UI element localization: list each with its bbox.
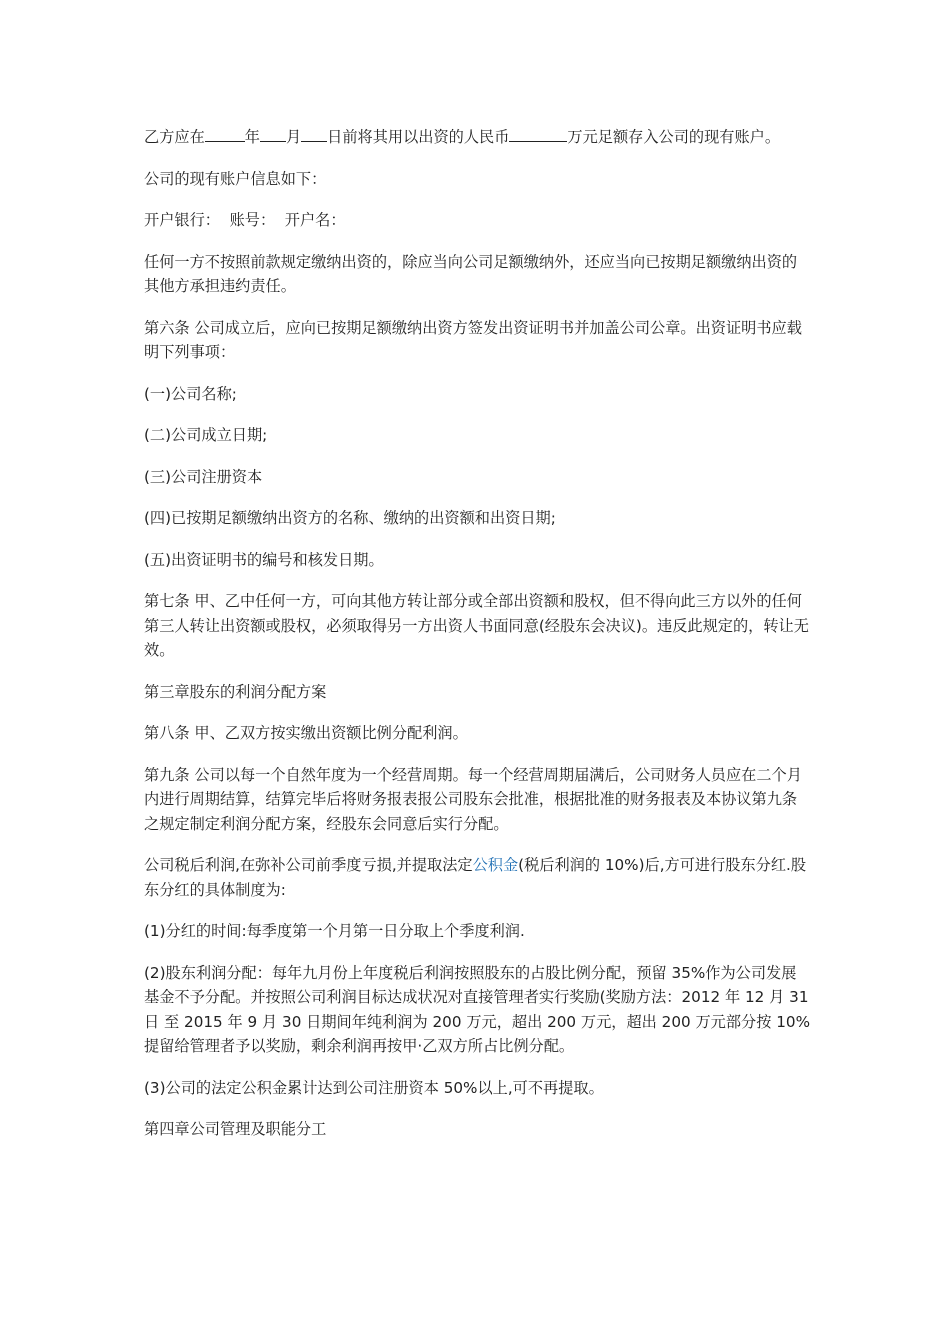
list-item: (1)分红的时间:每季度第一个月第一日分取上个季度利润. [144, 922, 525, 940]
blank-month [260, 126, 286, 142]
chapter-heading-three: 第三章股东的利润分配方案 [144, 682, 327, 701]
blank-amount [509, 126, 567, 142]
text-segment: 乙方应在 [144, 128, 205, 146]
text-segment: 公司税后利润,在弥补公司前季度亏损,并提取法定 [144, 856, 473, 874]
list-item: (五)出资证明书的编号和核发日期。 [144, 550, 384, 569]
paragraph-dividend-policy [144, 853, 810, 902]
article-nine: 第九条 公司以每一个自然年度为一个经营周期。每一个经营周期届满后，公司财务人员应在二个月内进行周期结算，结算完毕后将财务报表报公司股东会批准，根据批准的财务报表及本协议第九条之规定制定利润分配方案，经股东会同意后实行分配。 [144, 765, 802, 833]
text-segment: 月 [285, 128, 302, 146]
chapter-heading-four: 第四章公司管理及职能分工 [144, 1120, 327, 1138]
list-item: (三)公司注册资本 [144, 467, 263, 486]
blank-year [205, 126, 245, 142]
text-segment: (税后利润的 10%)后,方可进行股东分红.股东分红的具体制度为: [144, 856, 807, 899]
paragraph-deposit-deadline [144, 125, 810, 150]
text-segment: 年 [244, 128, 260, 146]
paragraph-account-info: 公司的现有账户信息如下： [144, 169, 327, 188]
document-body [144, 125, 810, 1159]
list-item: (二)公司成立日期; [144, 426, 268, 444]
list-item: (一)公司名称; [144, 384, 237, 403]
article-six: 第六条 公司成立后，应向已按期足额缴纳出资方签发出资证明书并加盖公司公章。出资证明书应载明下列事项： [144, 318, 802, 361]
article-seven: 第七条 甲、乙中任何一方，可向其他方转让部分或全部出资额和股权，但不得向此三方以外的任何第三人转让出资额或股权，必须取得另一方出资人书面同意(经股东会决议)。违反此规定的，转让无效。 [144, 592, 809, 659]
text-segment: 万元足额存入公司的现有账户。 [567, 128, 780, 146]
list-item: (2)股东利润分配：每年九月份上年度税后利润按照股东的占股比例分配，预留 35%作为公司发展基金不予分配。并按照公司利润目标达成状况对直接管理者实行奖励(奖励方法：2012 年 12 月 31 日 至 2015 年 9 月 30 日期间年纯利润为 200 万元，超出 200 万元，超出 200 万元部分按 10%提留给管理者予以奖励，剩余利润再按甲·乙双方所占比例分配。 [144, 963, 811, 1055]
list-item: (3)公司的法定公积金累计达到公司注册资本 50%以上,可不再提取。 [144, 1078, 604, 1097]
list-item: (四)已按期足额缴纳出资方的名称、缴纳的出资额和出资日期; [144, 509, 556, 527]
article-eight: 第八条 甲、乙双方按实缴出资额比例分配利润。 [144, 724, 468, 742]
paragraph-breach-liability: 任何一方不按照前款规定缴纳出资的，除应当向公司足额缴纳外，还应当向已按期足额缴纳出资的其他方承担违约责任。 [144, 252, 798, 295]
blank-day [301, 126, 327, 142]
text-segment: 日前将其用以出资的人民币 [327, 128, 510, 146]
paragraph-account-fields: 开户银行： 账号： 开户名： [144, 211, 346, 229]
link-reserve-fund[interactable]: 公积金 [472, 856, 519, 874]
